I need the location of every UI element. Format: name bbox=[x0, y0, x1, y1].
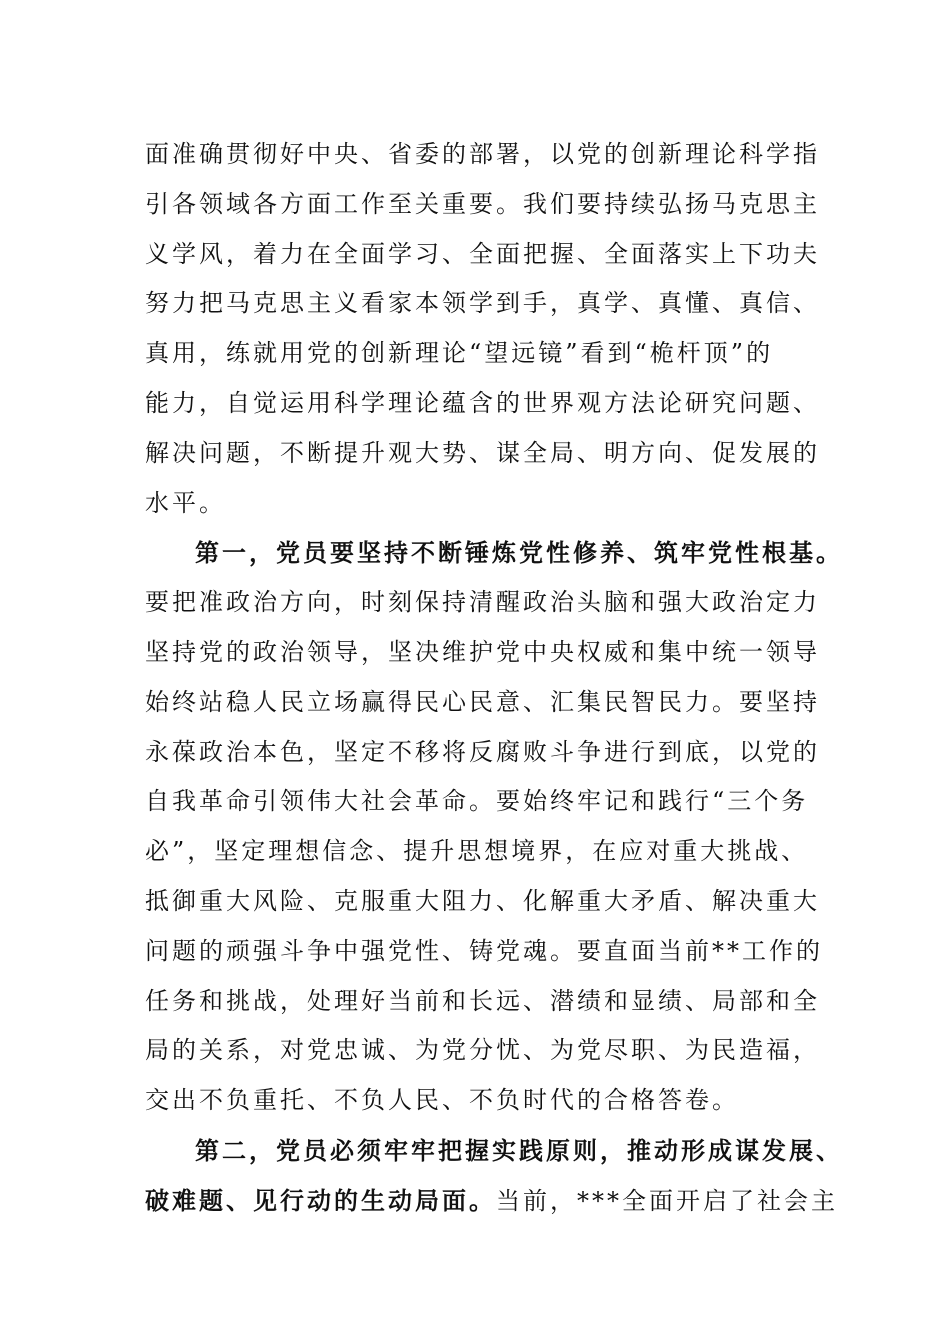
text-line: 引各领域各方面工作至关重要。我们要持续弘扬马克思主 bbox=[145, 189, 820, 218]
text-line: 努力把马克思主义看家本领学到手，真学、真懂、真信、 bbox=[145, 289, 820, 318]
text-line: 始终站稳人民立场赢得民心民意、汇集民智民力。要坚持 bbox=[145, 687, 820, 716]
text-line: 问题的顽强斗争中强党性、铸党魂。要直面当前**工作的 bbox=[145, 936, 823, 965]
text-line: 抵御重大风险、克服重大阻力、化解重大矛盾、解决重大 bbox=[145, 886, 820, 915]
section-heading-two-continuation: 破难题、见行动的生动局面。 bbox=[145, 1185, 496, 1215]
text-line: 要把准政治方向，时刻保持清醒政治头脑和强大政治定力 bbox=[145, 588, 820, 617]
text-line: 真用，练就用党的创新理论“望远镜”看到“桅杆顶”的 bbox=[145, 339, 774, 368]
text-line: 交出不负重托、不负人民、不负时代的合格答卷。 bbox=[145, 1086, 739, 1115]
text-line: 坚持党的政治领导，坚决维护党中央权威和集中统一领导 bbox=[145, 637, 820, 666]
text-line: 解决问题，不断提升观大势、谋全局、明方向、促发展的 bbox=[145, 438, 820, 467]
document-body bbox=[145, 130, 845, 1226]
text-line: 永葆政治本色，坚定不移将反腐败斗争进行到底，以党的 bbox=[145, 737, 820, 766]
text-run: 当前，***全面开启了社会主 bbox=[496, 1186, 838, 1215]
text-line: 能力，自觉运用科学理论蕴含的世界观方法论研究问题、 bbox=[145, 388, 820, 417]
text-line: 自我革命引领伟大社会革命。要始终牢记和践行“三个务 bbox=[145, 787, 809, 816]
text-line-mixed bbox=[145, 1176, 845, 1226]
text-line: 必”，坚定理想信念、提升思想境界，在应对重大挑战、 bbox=[145, 837, 809, 866]
section-heading-two: 第二，党员必须牢牢把握实践原则，推动形成谋发展、 bbox=[195, 1135, 843, 1165]
text-line: 义学风，着力在全面学习、全面把握、全面落实上下功夫 bbox=[145, 239, 820, 268]
text-line: 任务和挑战，处理好当前和长远、潜绩和显绩、局部和全 bbox=[145, 986, 820, 1015]
section-heading-one: 第一，党员要坚持不断锤炼党性修养、筑牢党性根基。 bbox=[195, 538, 843, 568]
text-line: 局的关系，对党忠诚、为党分忧、为党尽职、为民造福， bbox=[145, 1036, 820, 1065]
text-line: 水平。 bbox=[145, 488, 226, 517]
text-line: 面准确贯彻好中央、省委的部署，以党的创新理论科学指 bbox=[145, 140, 820, 168]
